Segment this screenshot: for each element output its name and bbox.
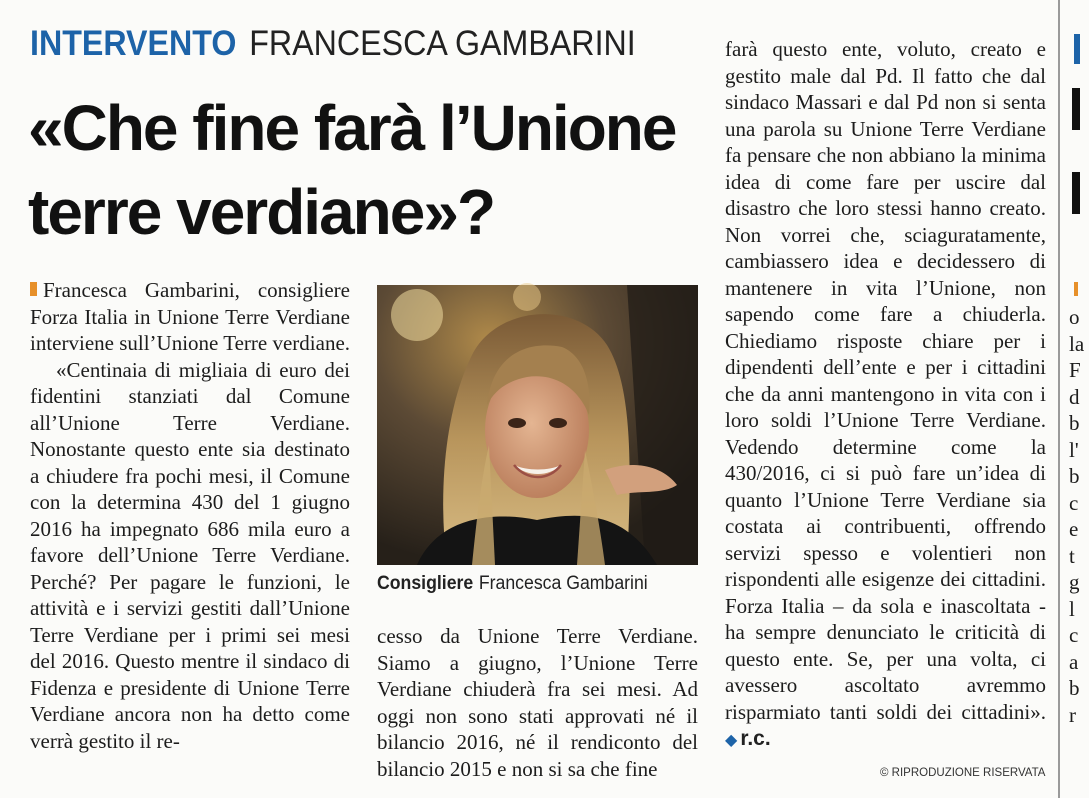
body-column-2 [377, 623, 698, 782]
body-paragraph: cesso da Unione Terre Verdiane. Siamo a giugno, l’Unione Terre Verdiane chiuderà fra sei mesi. Ad oggi non sono stati approvati né il bilancio 2016, né il rendiconto del bilancio 2015 e non si sa che fine [377, 624, 698, 781]
text-fragment: F [1069, 358, 1081, 382]
text-fragment: l' [1069, 437, 1079, 462]
diamond-icon: ◆ [725, 732, 738, 749]
column-divider [1058, 0, 1060, 798]
adjacent-lead-marker [1074, 282, 1078, 296]
text-fragment: t [1069, 543, 1075, 568]
text-fragment: e [1069, 517, 1079, 541]
caption-name: Francesca Gambarini [478, 573, 648, 594]
text-fragment: c [1069, 490, 1079, 515]
body-paragraph [725, 36, 1046, 755]
caption-role: Consigliere [377, 573, 474, 594]
adjacent-kicker-fragment [1074, 34, 1080, 64]
text-fragment: d [1069, 384, 1080, 409]
body-column-3 [725, 36, 1046, 755]
lead-text: Francesca Gambarini, consigliere Forza Italia in Unione Terre Verdiane interviene sull’Unione Terre verdiane. [30, 278, 351, 355]
portrait-photo [377, 285, 698, 565]
adjacent-headline-fragment [1072, 172, 1080, 214]
text-fragment: b [1069, 411, 1080, 435]
text-fragment: la [1069, 331, 1085, 356]
headline: «Che fine farà l’Unione terre verdiane»? [28, 92, 676, 248]
body-paragraph: «Centinaia di migliaia di euro dei fidentini stanziati dal Comune all’Unione Terre Verdiane. Nonostante questo ente sia destinato a chiudere fra pochi mesi, il Comune con la determina 430 del 1 giugno 2016 ha impegnato 686 mila euro a favore dell’Unione Terre Verdiane. Perché? Per pagare le funzioni, le attività e i servizi gestiti dall’Unione Terre Verdiane per i primi sei mesi del 2016. Questo mentre il sindaco di Fidenza e presidente di Unione Terre Verdiane ancora non ha detto come verrà gestito il re- [30, 357, 350, 753]
photo-caption [377, 572, 648, 596]
text-fragment: o [1069, 305, 1080, 329]
adjacent-text-fragment [1069, 304, 1089, 728]
text-fragment: l [1069, 596, 1075, 621]
article-kicker [30, 24, 636, 64]
text-fragment: g [1069, 570, 1080, 594]
author-name: FRANCESCA GAMBARINI [249, 24, 636, 63]
copyright-notice: © RIPRODUZIONE RISERVATA [880, 767, 1046, 779]
text-fragment: b [1069, 676, 1080, 700]
signature: r.c. [740, 727, 771, 750]
double-bar-icon [30, 282, 37, 296]
portrait-illustration [377, 285, 698, 565]
closing-text: farà questo ente, voluto, creato e gestito male dal Pd. Il fatto che dal sindaco Massari e dal Pd non si senta una parola su Unione Terre Verdiane fa pensare che non abbiano la minima idea di come fare per uscire dal disastro che loro stessi hanno creato. Non vorrei che, sciaguratamente, cambiassero idea e decidessero di mantenere in vita l’Unione, non sapendo come fare a chiuderla. Chiediamo risposte chiare per i dipendenti dell’ente e per i cittadini che da anni mantengono in vita con i loro soldi l’Unione Terre Verdiane. Vedendo determine come la 430/2016, ci si può fare un’idea di quanto l’Unione Terre Verdiane sia costata ai contribuenti, offrendo servizi spesso e volentieri non rispondenti alle esigenze dei cittadini. Forza Italia – da sola e inascoltata - ha sempre denunciato le criticità di questo ente. Se, per una volta, ci avessero ascoltato avremmo risparmiato tanti soldi dei cittadini». [725, 37, 1046, 724]
lead-paragraph [30, 277, 350, 357]
adjacent-headline-fragment [1072, 88, 1080, 130]
section-tag: INTERVENTO [30, 24, 237, 63]
body-column-1 [30, 277, 350, 754]
text-fragment: b [1069, 464, 1080, 488]
text-fragment: r [1069, 702, 1076, 727]
adjacent-article-edge [1068, 0, 1085, 798]
text-fragment: a [1069, 649, 1079, 674]
text-fragment: c [1069, 623, 1079, 647]
